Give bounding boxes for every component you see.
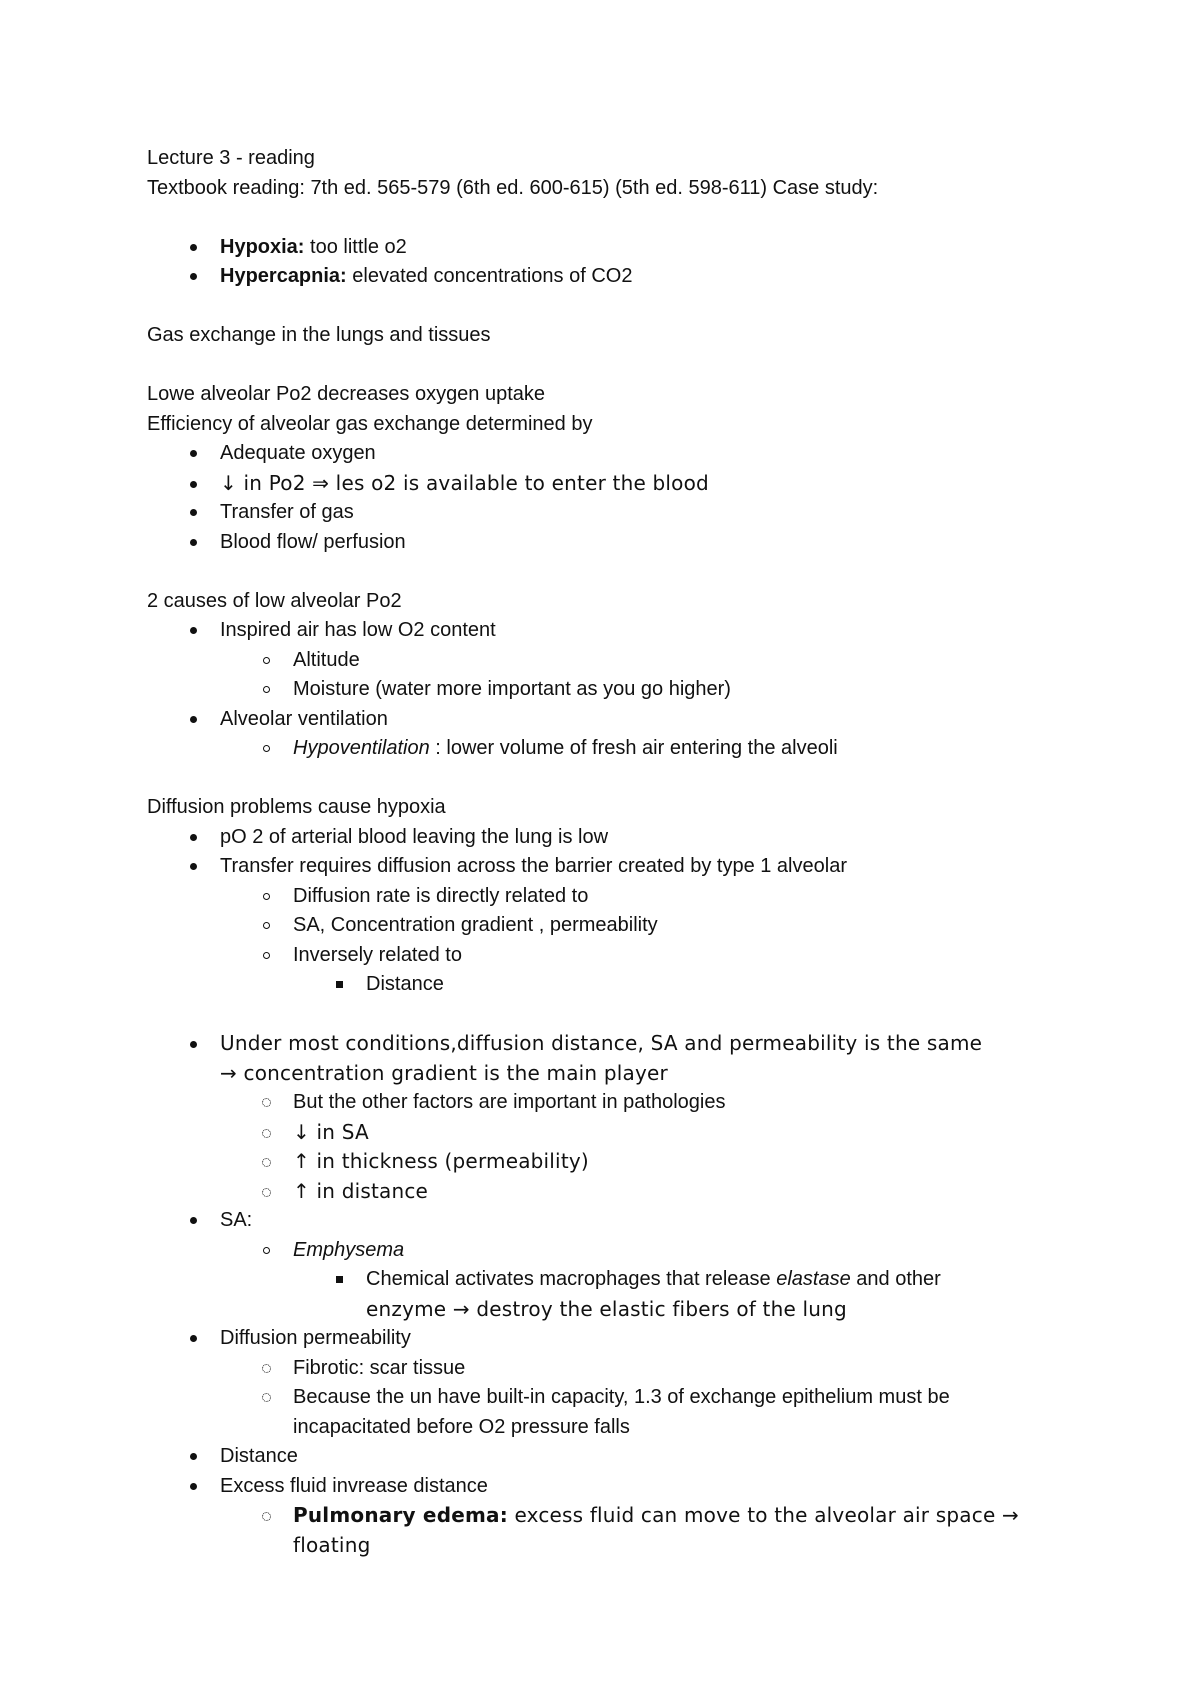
bullet-disc-icon (190, 627, 197, 634)
list-item-continuation: floating (293, 1532, 371, 1557)
list-item: Chemical activates macrophages that release elastase and other (147, 1265, 1077, 1295)
list-item: ↓ in SA (147, 1118, 1077, 1148)
low-po2-line: Lowe alveolar Po2 decreases oxygen uptake (147, 383, 546, 405)
list-item-continuation: enzyme → destroy the elastic fibers of the lung (366, 1296, 847, 1321)
list-item: Transfer requires diffusion across the barrier created by type 1 alveolar (147, 852, 1077, 882)
list-item-continuation: → concentration gradient is the main player (220, 1060, 668, 1085)
bullet-square-icon (336, 981, 343, 988)
bullet-dotted-circle-icon (262, 1129, 271, 1138)
list-item: Blood flow/ perfusion (147, 528, 1077, 558)
diffusion-heading: Diffusion problems cause hypoxia (147, 796, 446, 818)
bullet-circle-icon (263, 1247, 270, 1254)
emphysema-term: Emphysema (293, 1238, 405, 1261)
list-item: Distance (147, 1442, 1077, 1472)
bullet-dotted-circle-icon (262, 1158, 271, 1167)
definition-text: too little o2 (304, 235, 407, 258)
bullet-circle-icon (263, 952, 270, 959)
definition-text: elevated concentrations of CO2 (346, 265, 633, 287)
bullet-disc-icon (190, 1335, 197, 1342)
bullet-disc-icon (190, 509, 197, 516)
list-item: Under most conditions,diffusion distance, SA and permeability is the same (147, 1029, 1077, 1059)
list-item: Transfer of gas (147, 498, 1077, 528)
definition-item (147, 262, 1077, 292)
lecture-title: Lecture 3 - reading (147, 147, 315, 169)
bullet-disc-icon (190, 450, 197, 457)
definition-term: Hypoxia: (220, 235, 305, 258)
bullet-disc-icon (190, 539, 197, 546)
bullet-circle-icon (263, 686, 270, 693)
bullet-disc-icon (190, 244, 197, 251)
bullet-disc-icon (190, 481, 197, 488)
bullet-dotted-circle-icon (262, 1512, 271, 1521)
list-item: ↑ in distance (147, 1177, 1077, 1207)
list-item: pO 2 of arterial blood leaving the lung is low (147, 823, 1077, 853)
list-item: Altitude (147, 646, 1077, 676)
efficiency-heading: Efficiency of alveolar gas exchange determined by (147, 412, 593, 435)
bullet-dotted-circle-icon (262, 1098, 271, 1107)
hypoventilation-term: Hypoventilation (293, 737, 430, 759)
bullet-disc-icon (190, 834, 197, 841)
bullet-dotted-circle-icon (262, 1364, 271, 1373)
list-item: Distance (147, 970, 1077, 1000)
bullet-disc-icon (190, 1217, 197, 1224)
definition-term: Hypercapnia: (220, 265, 347, 287)
textbook-reading: Textbook reading: 7th ed. 565-579 (6th ed. 600-615) (5th ed. 598-611) Case study: (147, 176, 879, 199)
list-item: SA, Concentration gradient , permeability (147, 911, 1077, 941)
list-item: Pulmonary edema: excess fluid can move to the alveolar air space → (147, 1501, 1077, 1531)
bullet-disc-icon (190, 716, 197, 723)
list-item: Diffusion permeability (147, 1324, 1077, 1354)
list-item: Excess fluid invrease distance (147, 1472, 1077, 1502)
bullet-disc-icon (190, 1453, 197, 1460)
bullet-square-icon (336, 1276, 343, 1283)
list-item: Inversely related to (147, 941, 1077, 971)
list-item: Fibrotic: scar tissue (147, 1354, 1077, 1384)
bullet-dotted-circle-icon (262, 1188, 271, 1197)
bullet-dotted-circle-icon (262, 1393, 271, 1402)
list-item: Moisture (water more important as you go higher) (147, 675, 1077, 705)
bullet-disc-icon (190, 273, 197, 280)
list-item: Because the un have built-in capacity, 1.3 of exchange epithelium must be (147, 1383, 1077, 1413)
definition-item (147, 233, 1077, 263)
list-item: Alveolar ventilation (147, 705, 1077, 735)
pulmonary-edema-term: Pulmonary edema: (293, 1503, 508, 1527)
gas-exchange-heading: Gas exchange in the lungs and tissues (147, 324, 491, 346)
list-item: ↓ in Po2 ⇒ les o2 is available to enter the blood (147, 469, 1077, 499)
bullet-disc-icon (190, 1041, 197, 1048)
list-item: SA: (147, 1206, 1077, 1236)
list-item: ↑ in thickness (permeability) (147, 1147, 1077, 1177)
causes-heading: 2 causes of low alveolar Po2 (147, 589, 402, 612)
list-item: But the other factors are important in pathologies (147, 1088, 1077, 1118)
notes-content (147, 144, 1077, 1560)
bullet-circle-icon (263, 922, 270, 929)
list-item: Hypoventilation : lower volume of fresh air entering the alveoli (147, 734, 1077, 764)
bullet-disc-icon (190, 1483, 197, 1490)
list-item: Adequate oxygen (147, 439, 1077, 469)
list-item: Diffusion rate is directly related to (147, 882, 1077, 912)
bullet-circle-icon (263, 745, 270, 752)
bullet-circle-icon (263, 893, 270, 900)
list-item: Inspired air has low O2 content (147, 616, 1077, 646)
elastase-term: elastase (776, 1268, 851, 1290)
list-item (147, 1236, 1077, 1266)
bullet-circle-icon (263, 657, 270, 664)
bullet-disc-icon (190, 863, 197, 870)
list-item-continuation: incapacitated before O2 pressure falls (293, 1415, 630, 1438)
